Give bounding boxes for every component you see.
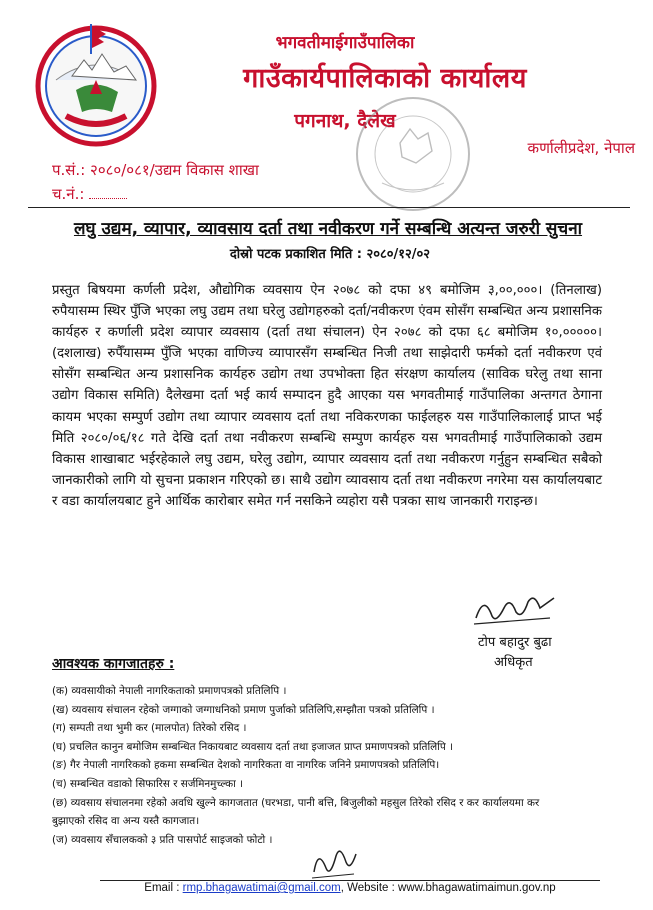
header-divider	[28, 207, 630, 208]
office-seal-stamp-icon	[352, 93, 474, 215]
email-link[interactable]: rmp.bhagawatimai@gmail.com	[182, 882, 341, 894]
office-name: गाउँकार्यपालिकाको कार्यालय	[243, 63, 527, 94]
org-name: भगवतीमाईगाउँपालिका	[275, 33, 415, 53]
email-label: Email :	[144, 882, 180, 894]
list-item: (घ) प्रचलित कानुन बमोजिम सम्बन्धित निकायबाट व्यवसाय दर्ता तथा इजाजत प्राप्त प्रमाणपत्रको प्रतिलिपि ।	[52, 740, 454, 753]
signatory-title: अधिकृत	[494, 655, 533, 670]
list-item: (क) व्यवसायीको नेपाली नागरिकताको प्रमाणपत्रको प्रतिलिपि ।	[52, 685, 287, 697]
footer	[100, 882, 600, 894]
office-address: पगनाथ, दैलेख	[294, 110, 396, 132]
initials-signature-icon	[308, 838, 364, 884]
published-date: दोस्रो पटक प्रकाशित मिति : २०८०/१२/०२	[229, 247, 431, 262]
dispatch-blank-line	[89, 186, 127, 199]
reference-label: प.सं.:	[52, 161, 86, 179]
footer-divider	[100, 880, 600, 881]
signatory-name: टोप बहादुर बुढा	[478, 635, 552, 650]
footer-separator: ,	[340, 882, 344, 894]
requirements-heading: आवश्यक कागजातहरु :	[52, 656, 175, 672]
notice-title: लघु उद्यम, व्यापार, व्यावसाय दर्ता तथा नवीकरण गर्ने सम्बन्धि अत्यन्त जरुरी सुचना	[73, 219, 583, 239]
website-link[interactable]: www.bhagawatimaimun.gov.np	[398, 882, 556, 894]
nepal-emblem-icon	[32, 20, 160, 148]
list-item: (ग) सम्पती तथा भुमी कर (मालपोत) तिरेको रसिद ।	[52, 722, 247, 735]
list-item: (च) सम्बन्धित वडाको सिफारिस र सर्जमिनमुच्ल्का ।	[52, 777, 244, 790]
reference-number	[52, 160, 259, 180]
dispatch-number	[52, 184, 127, 204]
province-label: कर्णालीप्रदेश, नेपाल	[527, 139, 635, 157]
notice-body: प्रस्तुत बिषयमा कर्णली प्रदेश, औद्योगिक व्यवसाय ऐन २०७८ को दफा ४९ बमोजिम ३,००,०००। (तिनलाख) रुपैयासम्म स्थिर पुँजि भएका लघु उद्यम तथा घरेलु उद्योगहरुको दर्ता/नवीकरण एंवम सोसँग सम्बन्धित अन्य प्रशासनिक कार्यहरु र कर्णाली प्रदेश व्यापार व्यवसाय (दर्ता तथा संचालन) ऐन २०७८ को दफा ६८ बमोजिम १०,०००००। (दशलाख) रुपैँयासम्म पुँजि भएका वाणिज्य व्यापारसँग सम्बन्धित निजी तथा साझेदारी फर्मको दर्ता नवीकरण एवं सोसँग सम्बन्धित अन्य प्रशासनिक कार्यहरु उद्योग तथा उपभोक्ता हित संरक्षण कार्यालय (साविक घरेलु तथा साना उद्योग विकास समिति) दैलेखमा दर्ता भई कार्य सम्पादन हुदै आएका यस भगवतीमाई गाउँपालिका अन्तगत ठेगाना कायम भएका सम्पुर्ण उद्योग तथा व्यापार व्यवसाय दर्ता तथा नविकरणका फाईलहरु यस गाउँपालिकालाई प्राप्त भई मिति २०८०/०६/१८ गते देखि दर्ता तथा नवीकरण सम्बन्धि सम्पुण कार्यहरु यस भगवतीमाई गाउँपालिकाको उद्यम विकास शाखाबाट भईरहेकाले लघु उद्यम, घरेलु उद्योग, व्यापार व्यवसाय दर्ता तथा नवीकरण गर्नुहुन सम्बन्धित सबैको जानकारीको लागि यो सुचना प्रकाशन गरिएको छ। साथै उद्योग व्यावसाय दर्ता तथा नवीकरण नगरेमा यस कार्यालयबाट र वडा कार्यालयबाट हुने आर्थिक कारोबार समेत गर्न नसकिने व्यहोरा यसै पत्रका साथ जानकारी गराइन्छ।	[52, 283, 602, 509]
dispatch-label: च.नं.:	[52, 185, 85, 203]
requirements-list	[52, 682, 622, 849]
website-label: Website :	[347, 882, 395, 894]
list-item: (छ) व्यवसाय संचालनमा रहेको अवधि खुल्ने कागजतात (घरभडा, पानी बत्ति, बिजुलीको महसुल तिरेको रसिद र कर कार्यालयमा कर बुझाएको रसिद वा अन्य यस्तै कागजात।	[52, 796, 540, 828]
list-item: (ङ) गैर नेपाली नागरिकको हकमा सम्बन्धित देशको नागरिकता वा नागरिक जनिने प्रमाणपत्रको प्रतिलिपि।	[52, 759, 440, 772]
signature-icon	[470, 588, 560, 630]
reference-value: २०८०/०८१/उद्यम विकास शाखा	[90, 161, 259, 179]
list-item: (ज) व्यवसाय सँचालकको ३ प्रति पासपोर्ट साइजको फोटो ।	[52, 833, 273, 846]
list-item: (ख) व्यवसाय संचालन रहेको जग्गाको जग्गाधनिको प्रमाण पुर्जाको प्रतिलिपि,सम्झौता पत्रको प्रतिलिपि ।	[52, 703, 435, 716]
